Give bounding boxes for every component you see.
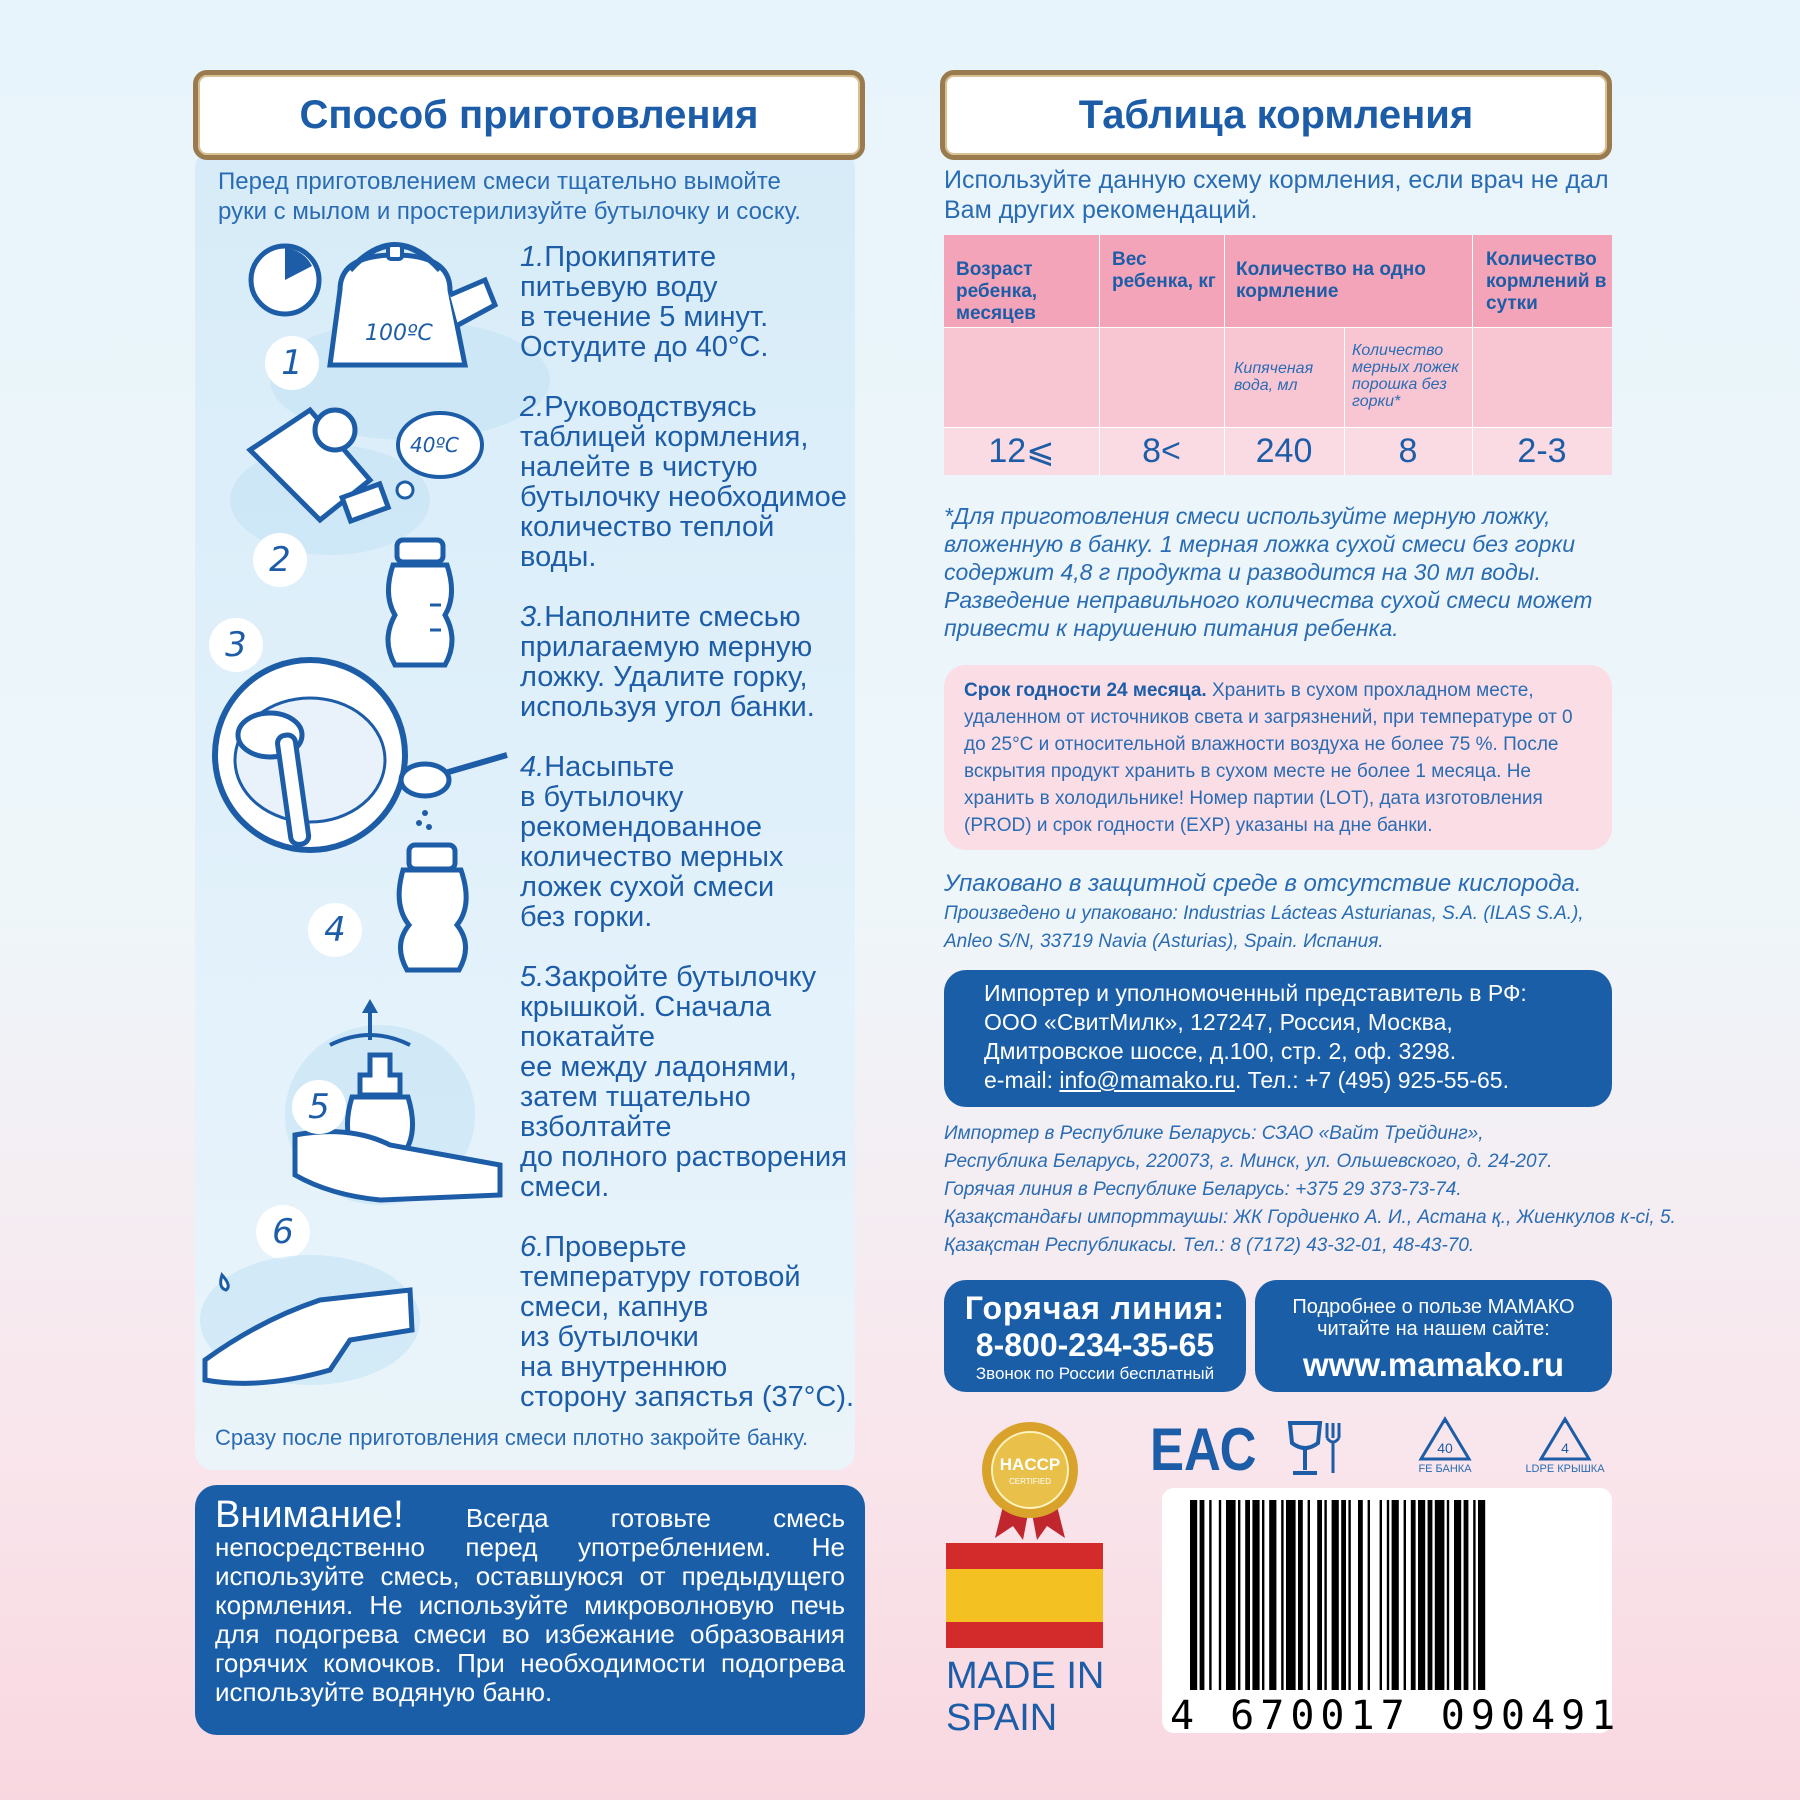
- barcode-bar: [1298, 1500, 1303, 1690]
- bubble-temp-label: 40ºC: [410, 433, 459, 457]
- barcode-bar: [1348, 1500, 1350, 1690]
- site-text-1: Подробнее о пользе МАМАКО: [1292, 1296, 1575, 1318]
- step-3: [520, 602, 815, 722]
- measuring-scoop-illustration: [210, 655, 420, 855]
- step-5-num: 5.: [520, 961, 545, 993]
- step-marker-4: 4: [308, 903, 362, 957]
- hotline-title: Горячая линия:: [964, 1290, 1226, 1326]
- barcode-bar: [1317, 1500, 1322, 1690]
- header-age: Возраст ребенка, месяцев: [956, 259, 1038, 324]
- barcode-bar: [1428, 1500, 1433, 1690]
- spain-flag-icon: [946, 1543, 1103, 1648]
- barcode-bar: [1435, 1500, 1445, 1690]
- barcode-bar: [1404, 1500, 1406, 1690]
- barcode-icon: [1190, 1500, 1595, 1690]
- feeding-table: [944, 235, 1612, 475]
- table-intro: Используйте данную схему кормления, если врач не дал Вам других рекомендаций.: [944, 166, 1609, 224]
- packed-note: Упаковано в защитной среде в отсутствие кислорода.: [944, 870, 1582, 897]
- spain-label: SPAIN: [946, 1697, 1058, 1739]
- barcode-bar: [1308, 1500, 1310, 1690]
- importer-line-2: ООО «СвитМилк», 127247, Россия, Москва,: [984, 1009, 1453, 1035]
- barcode-bar: [1252, 1500, 1259, 1690]
- barcode-bar: [1418, 1500, 1425, 1690]
- barcode-bar: [1380, 1500, 1382, 1690]
- food-safe-icon: [1285, 1418, 1345, 1478]
- hotline-number[interactable]: 8-800-234-35-65: [975, 1327, 1215, 1363]
- cell-age: 12⩽: [988, 432, 1055, 470]
- step-1-text: Прокипятите питьевую воду в течение 5 минут. Остудите до 40°С.: [520, 241, 769, 363]
- eac-mark-icon: [1150, 1415, 1257, 1483]
- step-2-text: Руководствуясь таблицей кормления, налейте в чистую бутылочку необходимое количество теплой воды.: [520, 391, 847, 573]
- by-line-2: Республика Беларусь, 220073, г. Минск, ул. Ольшевского, д. 24-207.: [944, 1151, 1553, 1172]
- eac-label: ЕАС: [1150, 1416, 1257, 1483]
- storage-text: Хранить в сухом прохладном месте, удаленном от источников света и загрязнений, при температуре от 0 до 25°С и относительной влажности воздуха не более 75 %. После вскрытия продукт хранить в сухом месте не более 1 месяца. Не хранить в холодильнике! Номер партии (LOT), дата изготовления (PROD) и срок годности (EXP) указаны на дне банки.: [964, 680, 1573, 836]
- header-feedings: Количество кормлений в сутки: [1486, 249, 1607, 314]
- scoop-note: *Для приготовления смеси используйте мерную ложку, вложенную в банку. 1 мерная ложка сухой смеси без горки содержит 4,8 г продукта и разводится на 30 мл воды. Разведение неправильного количества сухой смеси может привести к нарушению питания ребенка.: [944, 503, 1593, 641]
- warning-box: [195, 1485, 865, 1735]
- by-line-1: Импортер в Республике Беларусь: СЗАО «Вайт Трейдинг»,: [944, 1123, 1484, 1144]
- step-4-num: 4.: [520, 751, 545, 783]
- made-in-spain: [946, 1655, 1104, 1739]
- barcode-bar: [1219, 1500, 1221, 1690]
- haccp-label: HACCP: [999, 1455, 1061, 1474]
- barcode-bar: [1464, 1500, 1469, 1690]
- site-url[interactable]: www.mamako.ru: [1302, 1346, 1565, 1383]
- barcode-bar: [1209, 1500, 1211, 1690]
- step-marker-5: 5: [292, 1080, 346, 1134]
- intro-line-1: Перед приготовлением смеси тщательно вымойте: [218, 168, 781, 195]
- barcode-bar: [1324, 1500, 1326, 1690]
- barcode-bar: [1473, 1500, 1475, 1690]
- scoop-into-bottle-illustration: [395, 745, 515, 975]
- step-2-num: 2.: [520, 391, 545, 423]
- step-marker-1: 1: [265, 336, 319, 390]
- intro-line-2: руки с мылом и простерилизуйте бутылочку и соску.: [218, 198, 801, 225]
- site-text-2: читайте на нашем сайте:: [1317, 1318, 1550, 1340]
- cell-weight: 8<: [1142, 431, 1181, 470]
- warning-text: Всегда готовьте смесь непосредственно перед употреблением. Не используйте смесь, оставшуюся от предыдущего кормления. Не используйте микроволновую печь для подогрева смеси во избежание образования горячих комочков. При необходимости подогрева используйте водяную баню.: [215, 1503, 845, 1707]
- barcode-bar: [1245, 1500, 1250, 1690]
- barcode-digits: 4 670017 090491: [1170, 1693, 1622, 1739]
- kz-line-2: Қазақстан Республикасы. Тел.: 8 (7172) 43-32-01, 48-43-70.: [944, 1235, 1475, 1256]
- step-5: [520, 962, 847, 1202]
- manufacturer-line-1: Произведено и упаковано: Industrias Lácteas Asturianas, S.A. (ILAS S.A.),: [944, 903, 1584, 924]
- pour-water-illustration: [240, 390, 490, 540]
- step-6: [520, 1232, 854, 1412]
- cell-feedings: 2-3: [1517, 431, 1567, 470]
- barcode-bar: [1392, 1500, 1399, 1690]
- email-link[interactable]: info@mamako.ru: [1059, 1067, 1235, 1093]
- step-1: [520, 242, 768, 362]
- recycle-ldpe-num: 4: [1561, 1440, 1569, 1456]
- preparation-title: Способ приготовления: [193, 70, 865, 160]
- close-jar-note: Сразу после приготовления смеси плотно закройте банку.: [215, 1425, 809, 1450]
- step-3-num: 3.: [520, 601, 545, 633]
- importer-line-3: Дмитровское шоссе, д.100, стр. 2, оф. 3298.: [984, 1038, 1457, 1064]
- barcode-bar: [1387, 1500, 1389, 1690]
- feeding-table-title: Таблица кормления: [940, 70, 1612, 160]
- barcode-bar: [1478, 1500, 1485, 1690]
- cell-scoops: 8: [1398, 431, 1418, 470]
- barcode-bar: [1238, 1500, 1240, 1690]
- barcode-bar: [1332, 1500, 1339, 1690]
- step-4-text: Насыпьте в бутылочку рекомендованное количество мерных ложек сухой смеси без горки.: [520, 751, 784, 933]
- shelf-life: Срок годности 24 месяца.: [964, 680, 1207, 701]
- hotline-box: [944, 1280, 1246, 1392]
- importer-line-1: Импортер и уполномоченный представитель в РФ:: [984, 980, 1527, 1006]
- bottle-illustration: [375, 535, 465, 675]
- haccp-sub: CERTIFIED: [1008, 1477, 1052, 1486]
- header-weight: Вес ребенка, кг: [1112, 249, 1216, 292]
- step-4: [520, 752, 783, 932]
- barcode-bar: [1262, 1500, 1264, 1690]
- step-marker-3: 3: [209, 618, 263, 672]
- step-6-num: 6.: [520, 1231, 545, 1263]
- email-label: e-mail:: [984, 1067, 1060, 1093]
- step-5-text: Закройте бутылочку крышкой. Сначала покатайте ее между ладонями, затем тщательно взболтайте до полного растворения смеси.: [520, 961, 847, 1203]
- recycle-fe-label: FE БАНКА: [1418, 1463, 1472, 1475]
- step-1-num: 1.: [520, 241, 545, 273]
- step-6-text: Проверьте температуру готовой смеси, капнув из бутылочки на внутреннюю сторону запястья (37°С).: [520, 1231, 855, 1413]
- barcode-bar: [1447, 1500, 1449, 1690]
- warning-title: Внимание!: [215, 1494, 404, 1536]
- step-2: [520, 392, 847, 572]
- subheader-water: Кипяченая вода, мл: [1234, 360, 1314, 394]
- barcode-bar: [1226, 1500, 1236, 1690]
- barcode-bar: [1269, 1500, 1276, 1690]
- storage-info-box: [944, 665, 1612, 850]
- importer-box: [944, 970, 1612, 1107]
- cell-water: 240: [1255, 431, 1313, 470]
- kettle-temp-label: 100ºC: [365, 321, 433, 346]
- subheader-scoops: Количество мерных ложек порошка без горки*: [1352, 342, 1459, 410]
- barcode-bar: [1454, 1500, 1461, 1690]
- recycle-ldpe-icon: [1535, 1415, 1595, 1465]
- barcode-bar: [1281, 1500, 1283, 1690]
- step-marker-2: 2: [253, 533, 307, 587]
- recycle-fe-num: 40: [1437, 1440, 1453, 1456]
- header-amount: Количество на одно кормление: [1236, 259, 1426, 302]
- phone-text: . Тел.: +7 (495) 925-55-65.: [1234, 1067, 1509, 1093]
- barcode-bar: [1368, 1500, 1370, 1690]
- haccp-seal-icon: [975, 1418, 1085, 1543]
- recycle-ldpe-label: LDPE КРЫШКА: [1525, 1463, 1605, 1475]
- website-box: [1255, 1280, 1612, 1392]
- manufacturer-line-2: Anleo S/N, 33719 Navia (Asturias), Spain. Испания.: [944, 931, 1384, 952]
- made-in-label: MADE IN: [946, 1655, 1105, 1697]
- barcode-bar: [1341, 1500, 1346, 1690]
- kz-line-1: Қазақстандағы импорттаушы: ЖК Гордиенко А. И., Астана қ., Жиенкулов к-сі, 5.: [944, 1207, 1676, 1228]
- step-marker-6: 6: [256, 1205, 310, 1259]
- wrist-test-illustration: [200, 1240, 420, 1390]
- barcode-bar: [1358, 1500, 1363, 1690]
- recycle-fe-icon: [1415, 1415, 1475, 1465]
- hotline-sub: Звонок по России бесплатный: [975, 1364, 1215, 1383]
- importer-contact: [984, 1066, 1572, 1095]
- barcode-bar: [1286, 1500, 1296, 1690]
- step-3-text: Наполните смесью прилагаемую мерную ложку. Удалите горку, используя угол банки.: [520, 601, 815, 723]
- by-line-3: Горячая линия в Республике Беларусь: +375 29 373-73-74.: [944, 1179, 1462, 1200]
- barcode-bar: [1411, 1500, 1416, 1690]
- barcode-bar: [1200, 1500, 1205, 1690]
- barcode-bar: [1190, 1500, 1197, 1690]
